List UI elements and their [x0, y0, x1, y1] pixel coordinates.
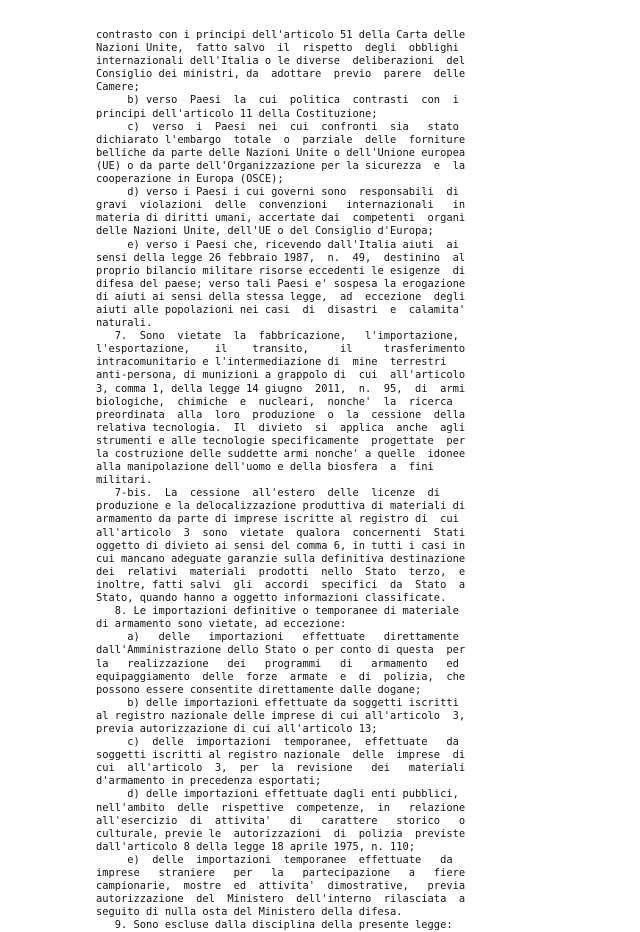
text-line: equipaggiamento delle forze armate e di polizia, che	[96, 670, 466, 683]
text-line: inoltre, fatti salvi gli accordi specifici da Stato a	[96, 578, 466, 591]
text-line: c) delle importazioni temporanee, effettuate da	[96, 736, 459, 749]
text-line: di aiuti ai sensi della stessa legge, ad eccezione degli	[96, 290, 466, 303]
text-line: 7. Sono vietate la fabbricazione, l'importazione,	[96, 330, 459, 343]
text-line: nell'ambito delle rispettive competenze, in relazione	[96, 801, 466, 814]
text-line: campionarie, mostre ed attivita' dimostrative, previa	[96, 880, 466, 893]
text-line: proprio bilancio militare risorse eccedenti le esigenze di	[96, 264, 466, 277]
text-line: 9. Sono escluse dalla disciplina della presente legge:	[96, 919, 453, 932]
text-line: armamento da parte di imprese iscritte al registro di cui	[96, 513, 459, 526]
text-line: previa autorizzazione di cui all'articolo 13;	[96, 722, 378, 735]
text-line: gravi violazioni delle convenzioni internazionali in	[96, 199, 466, 212]
text-line: Stato, quando hanno a oggetto informazioni classificate.	[96, 592, 447, 605]
text-line: materia di diritti umani, accertate dai competenti organi	[96, 212, 466, 225]
text-line: belliche da parte delle Nazioni Unite o dell'Unione europea	[96, 146, 466, 159]
text-line: 8. Le importazioni definitive o temporanee di materiale	[96, 605, 459, 618]
text-line: dall'Amministrazione dello Stato o per conto di questa per	[96, 644, 466, 657]
text-line: al registro nazionale delle imprese di cui all'articolo 3,	[96, 709, 466, 722]
text-line: relativa tecnologia. Il divieto si applica anche agli	[96, 421, 466, 434]
text-line: Nazioni Unite, fatto salvo il rispetto degli obblighi	[96, 42, 459, 55]
text-line: difesa del paese; verso tali Paesi e' sospesa la erogazione	[96, 277, 466, 290]
text-line: anti-persona, di munizioni a grappolo di cui all'articolo	[96, 369, 466, 382]
text-line: autorizzazione del Ministero dell'interno rilasciata a	[96, 893, 466, 906]
text-line: Consiglio dei ministri, da adottare previo parere delle	[96, 68, 466, 81]
text-line: dei relativi materiali prodotti nello Stato terzo, e	[96, 565, 466, 578]
text-line: a) delle importazioni effettuate direttamente	[96, 631, 459, 644]
text-line: strumenti e alle tecnologie specificamente progettate per	[96, 434, 466, 447]
text-line: 7-bis. La cessione all'estero delle licenze di	[96, 487, 441, 500]
text-line: all'esercizio di attivita' di carattere storico o	[96, 814, 466, 827]
text-line: dichiarato l'embargo totale o parziale delle forniture	[96, 133, 466, 146]
text-line: b) delle importazioni effettuate da soggetti iscritti	[96, 696, 459, 709]
text-line: produzione e la delocalizzazione produttiva di materiali di	[96, 500, 466, 513]
text-line: di armamento sono vietate, ad eccezione:	[96, 618, 347, 631]
text-line: e) verso i Paesi che, ricevendo dall'Italia aiuti ai	[96, 238, 459, 251]
text-line: militari.	[96, 474, 153, 487]
text-line: d) verso i Paesi i cui governi sono responsabili di	[96, 186, 459, 199]
text-line: c) verso i Paesi nei cui confronti sia stato	[96, 120, 459, 133]
text-line: aiuti alle popolazioni nei casi di disastri e calamita'	[96, 303, 466, 316]
legal-text-body	[96, 29, 546, 932]
text-line: seguito di nulla osta del Ministero della difesa.	[96, 906, 403, 919]
text-line: l'esportazione, il transito, il trasferimento	[96, 343, 466, 356]
text-line: intracomunitario e l'intermediazione di mine terrestri	[96, 356, 447, 369]
text-line: contrasto con i principi dell'articolo 51 della Carta delle	[96, 29, 466, 41]
text-line: preordinata alla loro produzione o la cessione della	[96, 408, 466, 421]
text-line: Camere;	[96, 81, 140, 94]
text-line: delle Nazioni Unite, dell'UE o del Consiglio d'Europa;	[96, 225, 434, 238]
text-line: alla manipolazione dell'uomo e della biosfera a fini	[96, 461, 434, 474]
text-line: cui mancano adeguate garanzie sulla definitiva destinazione	[96, 552, 466, 565]
text-line: biologiche, chimiche e nucleari, nonche' la ricerca	[96, 395, 453, 408]
text-line: d'armamento in precedenza esportati;	[96, 775, 322, 788]
text-line: principi dell'articolo 11 della Costituzione;	[96, 107, 378, 120]
text-line: dall'articolo 8 della legge 18 aprile 1975, n. 110;	[96, 840, 416, 853]
text-line: sensi della legge 26 febbraio 1987, n. 49, destinino al	[96, 251, 466, 264]
text-line: internazionali dell'Italia o le diverse deliberazioni del	[96, 55, 466, 68]
text-line: possono essere consentite direttamente dalle dogane;	[96, 683, 422, 696]
text-line: soggetti iscritti al registro nazionale delle imprese di	[96, 749, 466, 762]
text-line: cui all'articolo 3, per la revisione dei materiali	[96, 762, 466, 775]
text-line: b) verso Paesi la cui politica contrasti con i	[96, 94, 459, 107]
text-line: culturale, previe le autorizzazioni di polizia previste	[96, 827, 466, 840]
text-line: d) delle importazioni effettuate dagli enti pubblici,	[96, 788, 459, 801]
text-line: la costruzione delle suddette armi nonche' a quelle idonee	[96, 448, 466, 460]
text-line: 3, comma 1, della legge 14 giugno 2011, n. 95, di armi	[96, 382, 466, 395]
text-line: e) delle importazioni temporanee effettuate da	[96, 853, 453, 866]
text-line: naturali.	[96, 317, 153, 330]
text-line: (UE) o da parte dell'Organizzazione per la sicurezza e la	[96, 159, 466, 172]
text-line: cooperazione in Europa (OSCE);	[96, 173, 284, 186]
text-line: oggetto di divieto ai sensi del comma 6, in tutti i casi in	[96, 539, 466, 552]
text-line: all'articolo 3 sono vietate qualora concernenti Stati	[96, 526, 466, 539]
text-line: imprese straniere per la partecipazione a fiere	[96, 867, 466, 879]
text-line: la realizzazione dei programmi di armamento ed	[96, 657, 459, 670]
